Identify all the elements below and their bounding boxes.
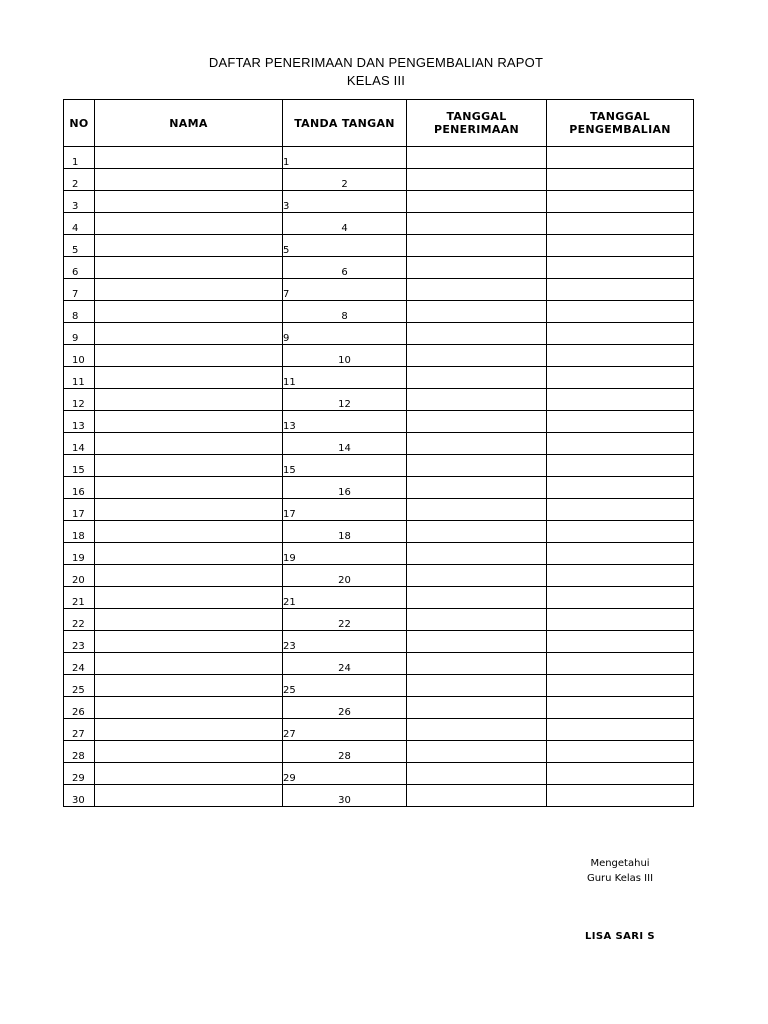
- table-row: [64, 653, 694, 675]
- row-tanda-tangan-cell: [283, 411, 407, 433]
- row-tanggal-pengembalian-cell: [547, 565, 694, 587]
- row-tanggal-pengembalian-cell: [547, 235, 694, 257]
- row-tanggal-penerimaan-cell: [407, 367, 547, 389]
- row-tanda-tangan-cell: [283, 741, 407, 763]
- row-no-cell-text: 7: [72, 289, 79, 300]
- row-tanda-tangan-cell-text: 23: [283, 641, 296, 652]
- table-row: [64, 565, 694, 587]
- row-tanda-tangan-cell: [283, 323, 407, 345]
- row-no-cell: [64, 323, 95, 345]
- row-tanggal-penerimaan-cell: [407, 565, 547, 587]
- row-no-cell: [64, 235, 95, 257]
- row-tanda-tangan-cell: [283, 763, 407, 785]
- row-tanggal-pengembalian-cell: [547, 785, 694, 807]
- table-row: [64, 191, 694, 213]
- row-nama-cell: [95, 279, 283, 301]
- row-no-cell-text: 1: [72, 157, 79, 168]
- row-nama-cell: [95, 785, 283, 807]
- row-no-cell-text: 30: [72, 795, 85, 806]
- row-tanggal-pengembalian-cell: [547, 301, 694, 323]
- row-nama-cell: [95, 257, 283, 279]
- row-nama-cell: [95, 675, 283, 697]
- table-row: [64, 763, 694, 785]
- row-tanda-tangan-cell-text: 20: [338, 575, 351, 586]
- document-title: DAFTAR PENERIMAAN DAN PENGEMBALIAN RAPOT: [208, 55, 544, 70]
- row-no-cell: [64, 389, 95, 411]
- row-no-cell-text: 10: [72, 355, 85, 366]
- row-tanggal-penerimaan-cell: [407, 345, 547, 367]
- row-tanggal-pengembalian-cell: [547, 433, 694, 455]
- header-tanggal-penerimaan-line1: TANGGAL: [446, 110, 507, 123]
- table-body: [64, 147, 694, 807]
- row-tanggal-penerimaan-cell: [407, 235, 547, 257]
- row-tanda-tangan-cell: [283, 675, 407, 697]
- document-subtitle: KELAS III: [346, 73, 406, 88]
- row-nama-cell: [95, 499, 283, 521]
- row-tanggal-penerimaan-cell: [407, 323, 547, 345]
- table-row: [64, 499, 694, 521]
- row-nama-cell: [95, 169, 283, 191]
- row-tanda-tangan-cell-text: 10: [338, 355, 351, 366]
- table-row: [64, 345, 694, 367]
- row-no-cell-text: 17: [72, 509, 85, 520]
- row-tanda-tangan-cell-text: 19: [283, 553, 296, 564]
- row-tanda-tangan-cell-text: 16: [338, 487, 351, 498]
- row-tanda-tangan-cell: [283, 367, 407, 389]
- row-no-cell: [64, 565, 95, 587]
- table-row: [64, 675, 694, 697]
- row-no-cell-text: 19: [72, 553, 85, 564]
- row-tanggal-penerimaan-cell: [407, 389, 547, 411]
- row-tanda-tangan-cell: [283, 565, 407, 587]
- row-tanda-tangan-cell: [283, 785, 407, 807]
- row-tanda-tangan-cell: [283, 587, 407, 609]
- row-tanggal-pengembalian-cell: [547, 455, 694, 477]
- row-tanggal-penerimaan-cell: [407, 763, 547, 785]
- row-no-cell: [64, 279, 95, 301]
- row-tanggal-pengembalian-cell: [547, 345, 694, 367]
- row-no-cell-text: 20: [72, 575, 85, 586]
- row-tanggal-penerimaan-cell: [407, 213, 547, 235]
- table-row: [64, 543, 694, 565]
- row-no-cell-text: 15: [72, 465, 85, 476]
- row-tanggal-penerimaan-cell: [407, 609, 547, 631]
- table-row: [64, 741, 694, 763]
- row-tanda-tangan-cell-text: 18: [338, 531, 351, 542]
- row-tanggal-pengembalian-cell: [547, 653, 694, 675]
- row-tanggal-penerimaan-cell: [407, 411, 547, 433]
- row-tanda-tangan-cell: [283, 521, 407, 543]
- row-tanda-tangan-cell-text: 27: [283, 729, 296, 740]
- row-tanda-tangan-cell: [283, 279, 407, 301]
- row-no-cell: [64, 631, 95, 653]
- row-no-cell-text: 26: [72, 707, 85, 718]
- row-nama-cell: [95, 345, 283, 367]
- row-nama-cell: [95, 565, 283, 587]
- row-tanda-tangan-cell: [283, 433, 407, 455]
- table-row: [64, 411, 694, 433]
- table-row: [64, 521, 694, 543]
- row-no-cell-text: 18: [72, 531, 85, 542]
- row-tanda-tangan-cell: [283, 477, 407, 499]
- row-tanda-tangan-cell-text: 5: [283, 245, 290, 256]
- row-nama-cell: [95, 323, 283, 345]
- table-header: [64, 100, 694, 147]
- row-no-cell: [64, 675, 95, 697]
- row-tanda-tangan-cell-text: 24: [338, 663, 351, 674]
- header-no: NO: [64, 100, 95, 147]
- row-no-cell-text: 23: [72, 641, 85, 652]
- row-tanggal-penerimaan-cell: [407, 521, 547, 543]
- row-tanda-tangan-cell: [283, 301, 407, 323]
- row-no-cell: [64, 499, 95, 521]
- row-nama-cell: [95, 191, 283, 213]
- row-tanda-tangan-cell: [283, 191, 407, 213]
- table-row: [64, 367, 694, 389]
- row-tanda-tangan-cell: [283, 345, 407, 367]
- row-tanggal-pengembalian-cell: [547, 741, 694, 763]
- row-tanda-tangan-cell-text: 14: [338, 443, 351, 454]
- header-tanggal-penerimaan: [407, 100, 547, 147]
- row-nama-cell: [95, 741, 283, 763]
- row-no-cell: [64, 455, 95, 477]
- table-row: [64, 169, 694, 191]
- row-tanggal-penerimaan-cell: [407, 477, 547, 499]
- table-row: [64, 235, 694, 257]
- row-tanda-tangan-cell-text: 6: [341, 267, 348, 278]
- row-tanggal-penerimaan-cell: [407, 631, 547, 653]
- row-no-cell: [64, 367, 95, 389]
- row-tanda-tangan-cell-text: 22: [338, 619, 351, 630]
- row-tanggal-penerimaan-cell: [407, 301, 547, 323]
- row-tanggal-pengembalian-cell: [547, 543, 694, 565]
- table-row: [64, 455, 694, 477]
- header-tanggal-pengembalian-line1: TANGGAL: [589, 110, 651, 123]
- row-tanda-tangan-cell: [283, 169, 407, 191]
- row-nama-cell: [95, 147, 283, 169]
- row-nama-cell: [95, 433, 283, 455]
- row-tanda-tangan-cell: [283, 389, 407, 411]
- row-no-cell: [64, 411, 95, 433]
- row-tanggal-pengembalian-cell: [547, 763, 694, 785]
- row-nama-cell: [95, 653, 283, 675]
- row-tanda-tangan-cell-text: 11: [283, 377, 296, 388]
- row-tanda-tangan-cell: [283, 257, 407, 279]
- approval-label: Mengetahui: [590, 858, 650, 869]
- row-tanggal-pengembalian-cell: [547, 169, 694, 191]
- table-row: [64, 477, 694, 499]
- table-row: [64, 631, 694, 653]
- row-no-cell: [64, 653, 95, 675]
- row-nama-cell: [95, 631, 283, 653]
- table-row: [64, 301, 694, 323]
- table-row: [64, 147, 694, 169]
- row-tanda-tangan-cell-text: 15: [283, 465, 296, 476]
- row-no-cell-text: 27: [72, 729, 85, 740]
- row-tanggal-pengembalian-cell: [547, 367, 694, 389]
- row-no-cell: [64, 301, 95, 323]
- row-no-cell: [64, 697, 95, 719]
- row-tanda-tangan-cell-text: 13: [283, 421, 296, 432]
- row-nama-cell: [95, 235, 283, 257]
- row-tanda-tangan-cell-text: 8: [341, 311, 348, 322]
- row-no-cell: [64, 763, 95, 785]
- header-tanggal-pengembalian: [547, 100, 694, 147]
- row-no-cell-text: 3: [72, 201, 79, 212]
- row-tanggal-penerimaan-cell: [407, 719, 547, 741]
- row-no-cell: [64, 147, 95, 169]
- row-no-cell-text: 9: [72, 333, 79, 344]
- table-row: [64, 587, 694, 609]
- row-nama-cell: [95, 521, 283, 543]
- table-row: [64, 389, 694, 411]
- table-row: [64, 279, 694, 301]
- row-tanggal-pengembalian-cell: [547, 631, 694, 653]
- row-nama-cell: [95, 543, 283, 565]
- row-tanggal-pengembalian-cell: [547, 191, 694, 213]
- row-tanggal-pengembalian-cell: [547, 477, 694, 499]
- row-no-cell-text: 16: [72, 487, 85, 498]
- row-tanggal-pengembalian-cell: [547, 213, 694, 235]
- row-no-cell: [64, 169, 95, 191]
- row-tanda-tangan-cell: [283, 653, 407, 675]
- row-no-cell: [64, 213, 95, 235]
- row-no-cell-text: 25: [72, 685, 85, 696]
- row-tanda-tangan-cell-text: 12: [338, 399, 351, 410]
- row-tanggal-penerimaan-cell: [407, 191, 547, 213]
- row-nama-cell: [95, 389, 283, 411]
- row-tanggal-penerimaan-cell: [407, 257, 547, 279]
- row-no-cell: [64, 257, 95, 279]
- row-tanda-tangan-cell: [283, 499, 407, 521]
- row-tanda-tangan-cell-text: 2: [341, 179, 348, 190]
- header-tanggal-pengembalian-line2: PENGEMBALIAN: [569, 123, 671, 136]
- row-tanda-tangan-cell: [283, 147, 407, 169]
- row-no-cell: [64, 191, 95, 213]
- row-tanda-tangan-cell-text: 9: [283, 333, 290, 344]
- row-tanggal-pengembalian-cell: [547, 609, 694, 631]
- row-tanggal-penerimaan-cell: [407, 785, 547, 807]
- row-tanggal-pengembalian-cell: [547, 257, 694, 279]
- row-no-cell-text: 24: [72, 663, 85, 674]
- header-nama: NAMA: [95, 100, 283, 147]
- row-tanda-tangan-cell-text: 26: [338, 707, 351, 718]
- row-nama-cell: [95, 609, 283, 631]
- row-tanda-tangan-cell-text: 1: [283, 157, 290, 168]
- row-nama-cell: [95, 301, 283, 323]
- row-nama-cell: [95, 213, 283, 235]
- row-no-cell: [64, 587, 95, 609]
- row-tanggal-penerimaan-cell: [407, 499, 547, 521]
- row-no-cell: [64, 345, 95, 367]
- row-tanggal-pengembalian-cell: [547, 719, 694, 741]
- row-no-cell-text: 22: [72, 619, 85, 630]
- row-tanggal-penerimaan-cell: [407, 169, 547, 191]
- row-no-cell-text: 13: [72, 421, 85, 432]
- row-tanggal-pengembalian-cell: [547, 411, 694, 433]
- row-tanda-tangan-cell-text: 3: [283, 201, 290, 212]
- row-tanda-tangan-cell: [283, 631, 407, 653]
- row-nama-cell: [95, 411, 283, 433]
- row-no-cell-text: 28: [72, 751, 85, 762]
- row-tanda-tangan-cell: [283, 719, 407, 741]
- row-no-cell-text: 8: [72, 311, 79, 322]
- row-no-cell: [64, 609, 95, 631]
- row-tanggal-penerimaan-cell: [407, 455, 547, 477]
- row-nama-cell: [95, 587, 283, 609]
- row-tanggal-penerimaan-cell: [407, 675, 547, 697]
- row-tanda-tangan-cell-text: 21: [283, 597, 296, 608]
- row-tanggal-penerimaan-cell: [407, 697, 547, 719]
- row-tanggal-pengembalian-cell: [547, 323, 694, 345]
- row-tanda-tangan-cell-text: 17: [283, 509, 296, 520]
- table-row: [64, 433, 694, 455]
- header-row: [64, 100, 694, 147]
- row-nama-cell: [95, 367, 283, 389]
- row-no-cell: [64, 477, 95, 499]
- row-tanggal-pengembalian-cell: [547, 279, 694, 301]
- row-tanda-tangan-cell-text: 4: [341, 223, 348, 234]
- row-nama-cell: [95, 477, 283, 499]
- role-label: Guru Kelas III: [586, 873, 654, 884]
- row-nama-cell: [95, 719, 283, 741]
- receipt-return-table: [63, 99, 694, 807]
- row-no-cell-text: 29: [72, 773, 85, 784]
- row-tanggal-pengembalian-cell: [547, 587, 694, 609]
- row-no-cell: [64, 719, 95, 741]
- header-tanggal-penerimaan-line2: PENERIMAAN: [433, 123, 520, 136]
- row-no-cell: [64, 433, 95, 455]
- row-tanggal-pengembalian-cell: [547, 675, 694, 697]
- row-tanda-tangan-cell-text: 29: [283, 773, 296, 784]
- row-tanggal-pengembalian-cell: [547, 521, 694, 543]
- row-tanda-tangan-cell: [283, 697, 407, 719]
- table-row: [64, 719, 694, 741]
- row-nama-cell: [95, 763, 283, 785]
- header-tanda-tangan: TANDA TANGAN: [283, 100, 407, 147]
- table-row: [64, 257, 694, 279]
- row-tanggal-pengembalian-cell: [547, 697, 694, 719]
- row-tanda-tangan-cell: [283, 455, 407, 477]
- row-tanggal-penerimaan-cell: [407, 147, 547, 169]
- row-nama-cell: [95, 697, 283, 719]
- row-tanggal-penerimaan-cell: [407, 433, 547, 455]
- row-no-cell-text: 2: [72, 179, 79, 190]
- row-tanggal-penerimaan-cell: [407, 543, 547, 565]
- row-tanda-tangan-cell-text: 25: [283, 685, 296, 696]
- row-no-cell-text: 4: [72, 223, 79, 234]
- row-no-cell: [64, 741, 95, 763]
- row-tanda-tangan-cell-text: 30: [338, 795, 351, 806]
- row-no-cell: [64, 543, 95, 565]
- row-no-cell-text: 14: [72, 443, 85, 454]
- row-tanggal-pengembalian-cell: [547, 147, 694, 169]
- row-no-cell: [64, 785, 95, 807]
- row-tanda-tangan-cell: [283, 609, 407, 631]
- teacher-name: LISA SARI S: [585, 931, 655, 942]
- row-tanggal-pengembalian-cell: [547, 499, 694, 521]
- row-no-cell-text: 11: [72, 377, 85, 388]
- row-tanggal-pengembalian-cell: [547, 389, 694, 411]
- row-nama-cell: [95, 455, 283, 477]
- row-tanggal-penerimaan-cell: [407, 587, 547, 609]
- row-tanggal-penerimaan-cell: [407, 279, 547, 301]
- row-tanggal-penerimaan-cell: [407, 741, 547, 763]
- row-tanda-tangan-cell: [283, 235, 407, 257]
- row-no-cell-text: 5: [72, 245, 79, 256]
- row-tanda-tangan-cell: [283, 213, 407, 235]
- row-no-cell-text: 21: [72, 597, 85, 608]
- row-tanda-tangan-cell-text: 7: [283, 289, 290, 300]
- table-row: [64, 785, 694, 807]
- row-no-cell: [64, 521, 95, 543]
- table-row: [64, 609, 694, 631]
- row-tanggal-penerimaan-cell: [407, 653, 547, 675]
- row-no-cell-text: 12: [72, 399, 85, 410]
- table-row: [64, 213, 694, 235]
- row-tanda-tangan-cell-text: 28: [338, 751, 351, 762]
- row-no-cell-text: 6: [72, 267, 79, 278]
- table-row: [64, 697, 694, 719]
- row-tanda-tangan-cell: [283, 543, 407, 565]
- table-row: [64, 323, 694, 345]
